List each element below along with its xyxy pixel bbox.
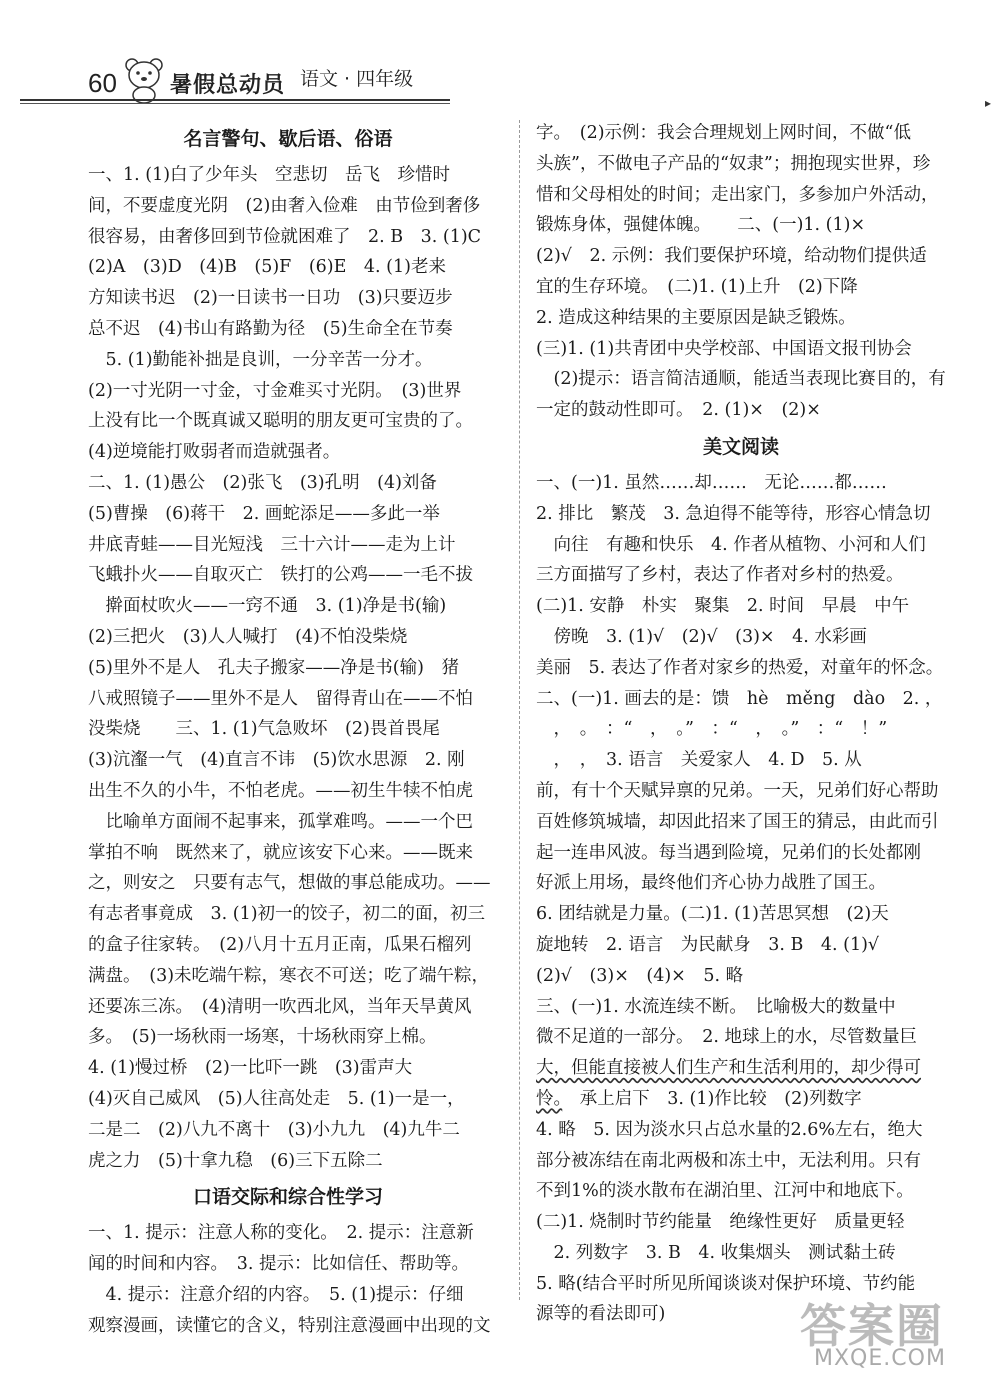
- text-line: 5. (1)勤能补拙是良训，一分辛苦一分才。: [88, 349, 433, 370]
- text-line: 掌拍不响 既然来了，就应该安下心来。——既来: [88, 842, 473, 863]
- text-line: 一、(一)1. 虽然……却…… 无论……都……: [536, 472, 887, 493]
- text-line: 出生不久的小牛，不怕老虎。——初生牛犊不怕虎: [88, 780, 473, 801]
- text-line: 二、1. (1)愚公 (2)张飞 (3)孔明 (4)刘备: [88, 472, 437, 493]
- text-line: 总不迟 (4)书山有路勤为径 (5)生命全在节奏: [88, 318, 453, 339]
- text-line: (三)1. (1)共青团中央学校部、中国语文报刊协会: [536, 338, 912, 359]
- header-rule-thin: [20, 103, 450, 104]
- text-line: 4. (1)慢过桥 (2)一比吓一跳 (3)雷声大: [88, 1058, 413, 1079]
- text-line: 2. 列数字 3. B 4. 收集烟头 测试黏土砖: [536, 1242, 896, 1263]
- text-line: 间，不要虚度光阴 (2)由奢入俭难 由节俭到奢侈: [88, 195, 481, 216]
- text-line: (4)逆境能打败弱者而造就强者。: [88, 442, 341, 463]
- text-line: 很容易，由奢侈回到节俭就困难了 2. B 3. (1)C: [88, 226, 482, 247]
- underlined-text-line: 大，但能直接被人们生产和生活利用的，却少得可: [536, 1058, 921, 1079]
- text-line: 闻的时间和内容。 3. 提示：比如信任、帮助等。: [88, 1254, 470, 1275]
- text-line: 三、(一)1. 水流连续不断。 比喻极大的数量中: [536, 996, 896, 1017]
- text-line: 一、1. 提示：注意人称的变化。 2. 提示：注意新: [88, 1223, 474, 1244]
- reading-answers: [536, 468, 946, 1330]
- text-line: 好派上用场，最终他们齐心协力战胜了国王。: [536, 873, 886, 894]
- text-line: (2)一寸光阴一寸金，寸金难买寸光阴。 (3)世界: [88, 380, 462, 401]
- left-column: [88, 118, 491, 1341]
- text-line: 比喻单方面闹不起事来，孤掌难鸣。——一个巴: [88, 811, 473, 832]
- text-line: 八戒照镜子——里外不是人 留得青山在——不怕: [88, 688, 473, 709]
- text-line: (二)1. 烧制时节约能量 绝缘性更好 质量更轻: [536, 1212, 905, 1233]
- text-line: 还要冻三冻。 (4)清明一吹西北风，当年天旱黄风: [88, 996, 472, 1017]
- watermark-logo: 答案圈: [800, 1299, 944, 1353]
- header-rule: [20, 99, 450, 101]
- text-line: 井底青蛙——目光短浅 三十六计——走为上计: [88, 534, 456, 555]
- corner-mark: ▸: [985, 96, 992, 110]
- text-line: 的盒子往家转。 (2)八月十五月正南，瓜果石榴列: [88, 934, 472, 955]
- text-line: 百姓修筑城墙，却因此招来了国王的猜忌，由此而引: [536, 811, 939, 832]
- text-line: 有志者事竟成 3. (1)初一的饺子，初二的面，初三: [88, 904, 486, 925]
- text-line: 不到1%的淡水散布在湖泊里、江河中和地底下。: [536, 1181, 914, 1202]
- brand-title: 暑假总动员: [170, 73, 286, 98]
- page-header: [0, 0, 1000, 110]
- text-line: 微不足道的一部分。 2. 地球上的水，尽管数量巨: [536, 1027, 918, 1048]
- text-line: 满盘。 (3)未吃端午粽，寒衣不可送；吃了端午粽，: [88, 965, 490, 986]
- text-line: 2. 造成这种结果的主要原因是缺乏锻炼。: [536, 307, 856, 328]
- text-line: 二、(一)1. 画去的是：馈 hè měng dào 2. ，: [536, 688, 943, 709]
- column-divider: [519, 120, 521, 1300]
- text-line: 向往 有趣和快乐 4. 作者从植物、小河和人们: [536, 534, 926, 555]
- text-line: 多。 (5)一场秋雨一场寒，十场秋雨穿上棉。: [88, 1027, 437, 1048]
- underlined-text: 怜。: [536, 1088, 563, 1109]
- text-line: 部分被冻结在南北两极和冻土中，无法利用。只有: [536, 1150, 921, 1171]
- section-title-proverbs: 名言警句、歇后语、俗语: [183, 128, 393, 150]
- text-line: 4. 略 5. 因为淡水只占总水量的2.6%左右，绝大: [536, 1119, 923, 1140]
- text-line: (5)里外不是人 孔夫子搬家——净是书(输) 猪: [88, 657, 459, 678]
- section-title-reading: 美文阅读: [702, 435, 779, 458]
- text-line: (2)提示：语言简洁通顺，能适当表现比赛目的，有: [536, 369, 946, 390]
- subject-label: 语文 · 四年级: [300, 68, 414, 90]
- text-span: 承上启下 3. (1)作比较 (2)列数字: [562, 1088, 862, 1109]
- text-line: 没柴烧 三、1. (1)气急败坏 (2)畏首畏尾: [88, 719, 440, 740]
- text-line: 擀面杖吹火——一窍不通 3. (1)净是书(输): [88, 596, 447, 617]
- text-line: 观察漫画，读懂它的含义，特别注意漫画中出现的文: [88, 1315, 491, 1336]
- text-line: 5. 略(结合平时所见所闻谈谈对保护环境、节约能: [536, 1273, 916, 1294]
- text-line: 上没有比一个既真诚又聪明的朋友更可宝贵的了。: [88, 411, 473, 432]
- bear-mascot-icon: [124, 55, 164, 103]
- text-line: ， 。 ：“ ， 。” ：“ ， 。” ：“ ！”: [536, 719, 888, 740]
- text-line: 起一连串风波。每当遇到险境，兄弟们的长处都刚: [536, 842, 921, 863]
- text-line: 一、1. (1)白了少年头 空悲切 岳飞 珍惜时: [88, 165, 451, 185]
- proverbs-answers: [88, 160, 491, 1176]
- text-line: 惜和父母相处的时间；走出家门，多参加户外活动，: [536, 184, 939, 205]
- text-line: 三方面描写了乡村，表达了作者对乡村的热爱。: [536, 565, 904, 586]
- text-line: 之，则安之 只要有志气，想做的事总能成功。——: [88, 873, 491, 894]
- text-line: 锻炼身体，强健体魄。 二、(一)1. (1)×: [536, 215, 866, 236]
- text-line: (4)灭自己威风 (5)人往高处走 5. (1)一是一，: [88, 1088, 465, 1109]
- text-line: 字。 (2)示例：我会合理规划上网时间，不做“低: [536, 123, 911, 143]
- text-line: 二是二 (2)八九不离十 (3)小九九 (4)九牛二: [88, 1119, 460, 1140]
- text-line: 虎之力 (5)十拿九稳 (6)三下五除二: [88, 1150, 383, 1171]
- text-line: ， ， 3. 语言 关爱家人 4. D 5. 从: [536, 750, 862, 771]
- text-line: (3)沆瀣一气 (4)直言不讳 (5)饮水思源 2. 刚: [88, 750, 465, 771]
- text-line: 一定的鼓动性即可。 2. (1)× (2)×: [536, 400, 821, 421]
- text-line: (5)曹操 (6)蒋干 2. 画蛇添足——多此一举: [88, 503, 440, 524]
- text-line: 美丽 5. 表达了作者对家乡的热爱，对童年的怀念。: [536, 657, 944, 678]
- text-line: 2. 排比 繁茂 3. 急迫得不能等待，形容心情急切: [536, 503, 931, 524]
- text-line: (2)√ 2. 示例：我们要保护环境，给动物们提供适: [536, 246, 927, 267]
- text-line: 宜的生存环境。 (二)1. (1)上升 (2)下降: [536, 276, 858, 297]
- text-line: [536, 1084, 946, 1115]
- text-line: (2)A (3)D (4)B (5)F (6)E 4. (1)老来: [88, 257, 446, 278]
- text-line: 源等的看法即可): [536, 1304, 666, 1325]
- right-column: [536, 118, 946, 1330]
- text-line: 飞蛾扑火——自取灭亡 铁打的公鸡——一毛不拔: [88, 565, 473, 586]
- oral-communication-answers-continued: [536, 118, 946, 426]
- section-title-oral-communication: 口语交际和综合性学习: [192, 1186, 383, 1209]
- text-line: 方知读书迟 (2)一日读书一日功 (3)只要迈步: [88, 288, 453, 309]
- text-line: (二)1. 安静 朴实 聚集 2. 时间 早晨 中午: [536, 596, 910, 617]
- page-number: 60: [88, 68, 117, 98]
- text-line: 前，有十个天赋异禀的兄弟。一天，兄弟们好心帮助: [536, 780, 939, 801]
- watermark-url: MXQE.COM: [814, 1346, 946, 1371]
- text-line: (2)√ (3)× (4)× 5. 略: [536, 965, 744, 986]
- watermark: [800, 1290, 985, 1380]
- text-line: (2)三把火 (3)人人喊打 (4)不怕没柴烧: [88, 626, 408, 647]
- text-line: 旋地转 2. 语言 为民献身 3. B 4. (1)√: [536, 934, 880, 955]
- text-line: 傍晚 3. (1)√ (2)√ (3)× 4. 水彩画: [536, 626, 867, 647]
- text-line: 6. 团结就是力量。(二)1. (1)苦思冥想 (2)天: [536, 904, 889, 925]
- text-line: 4. 提示：注意介绍的内容。 5. (1)提示：仔细: [88, 1284, 464, 1305]
- text-line: 头族”，不做电子产品的“奴隶”；拥抱现实世界，珍: [536, 153, 931, 174]
- oral-communication-answers: [88, 1218, 491, 1341]
